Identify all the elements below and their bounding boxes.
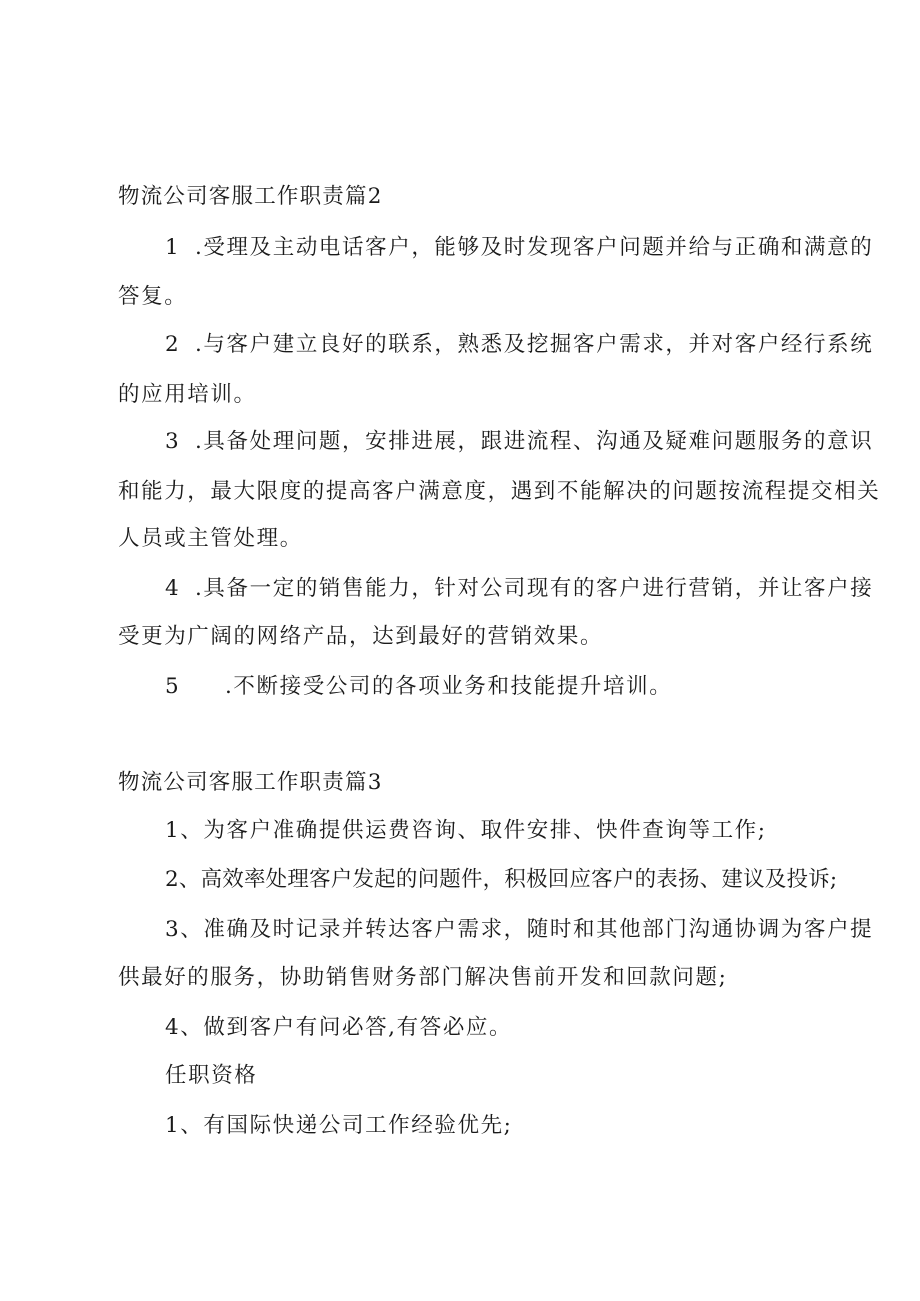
item-number: 1 xyxy=(165,235,181,260)
item-number: 2 xyxy=(165,332,181,357)
section-2-item-1-line-2: 答复。 xyxy=(118,284,188,309)
section-3-item-3-line-2: 供最好的服务，协助销售财务部门解决售前开发和回款问题; xyxy=(118,965,728,990)
item-number: 5 xyxy=(165,674,181,699)
item-text: .不断接受公司的各项业务和技能提升培训。 xyxy=(225,674,673,699)
section-3-item-1-line-1: 1、为客户准确提供运费咨询、取件安排、快件查询等工作; xyxy=(165,818,767,843)
section-2-item-4-line-1 xyxy=(0,569,920,609)
item-text: .与客户建立良好的联系，熟悉及挖掘客户需求，并对客户经行系统 xyxy=(195,332,874,357)
section-3-item-3-line-1: 3、准确及时记录并转达客户需求，随时和其他部门沟通协调为客户提 xyxy=(165,917,874,942)
section-3-item-2-line-1: 2、高效率处理客户发起的问题件，积极回应客户的表扬、建议及投诉; xyxy=(165,867,838,892)
section-2-item-2-line-2: 的应用培训。 xyxy=(118,382,257,407)
item-text: .具备一定的销售能力，针对公司现有的客户进行营销，并让客户接 xyxy=(195,576,874,601)
item-text: .受理及主动电话客户，能够及时发现客户问题并给与正确和满意的 xyxy=(195,235,874,260)
section-3-item-4-line-1: 4、做到客户有问必答,有答必应。 xyxy=(165,1015,513,1040)
section-2-item-3-line-3: 人员或主管处理。 xyxy=(118,526,303,551)
item-number: 4 xyxy=(165,576,181,601)
section-2-item-1-line-1 xyxy=(0,228,920,268)
section-2-item-3-line-2: 和能力，最大限度的提高客户满意度，遇到不能解决的问题按流程提交相关 xyxy=(118,479,881,504)
qualification-item-1-line-1: 1、有国际快递公司工作经验优先; xyxy=(165,1113,513,1138)
section-3-title: 物流公司客服工作职责篇3 xyxy=(118,770,383,795)
section-2-item-2-line-1 xyxy=(0,325,920,365)
section-2-item-4-line-2: 受更为广阔的网络产品，达到最好的营销效果。 xyxy=(118,624,604,649)
item-text: .具备处理问题，安排进展，跟进流程、沟通及疑难问题服务的意识 xyxy=(195,429,874,454)
section-2-item-3-line-1 xyxy=(0,422,920,462)
section-2-item-5-line-1 xyxy=(0,667,920,707)
section-2-title: 物流公司客服工作职责篇2 xyxy=(118,184,383,209)
item-number: 3 xyxy=(165,429,181,454)
qualifications-title: 任职资格 xyxy=(165,1063,258,1088)
